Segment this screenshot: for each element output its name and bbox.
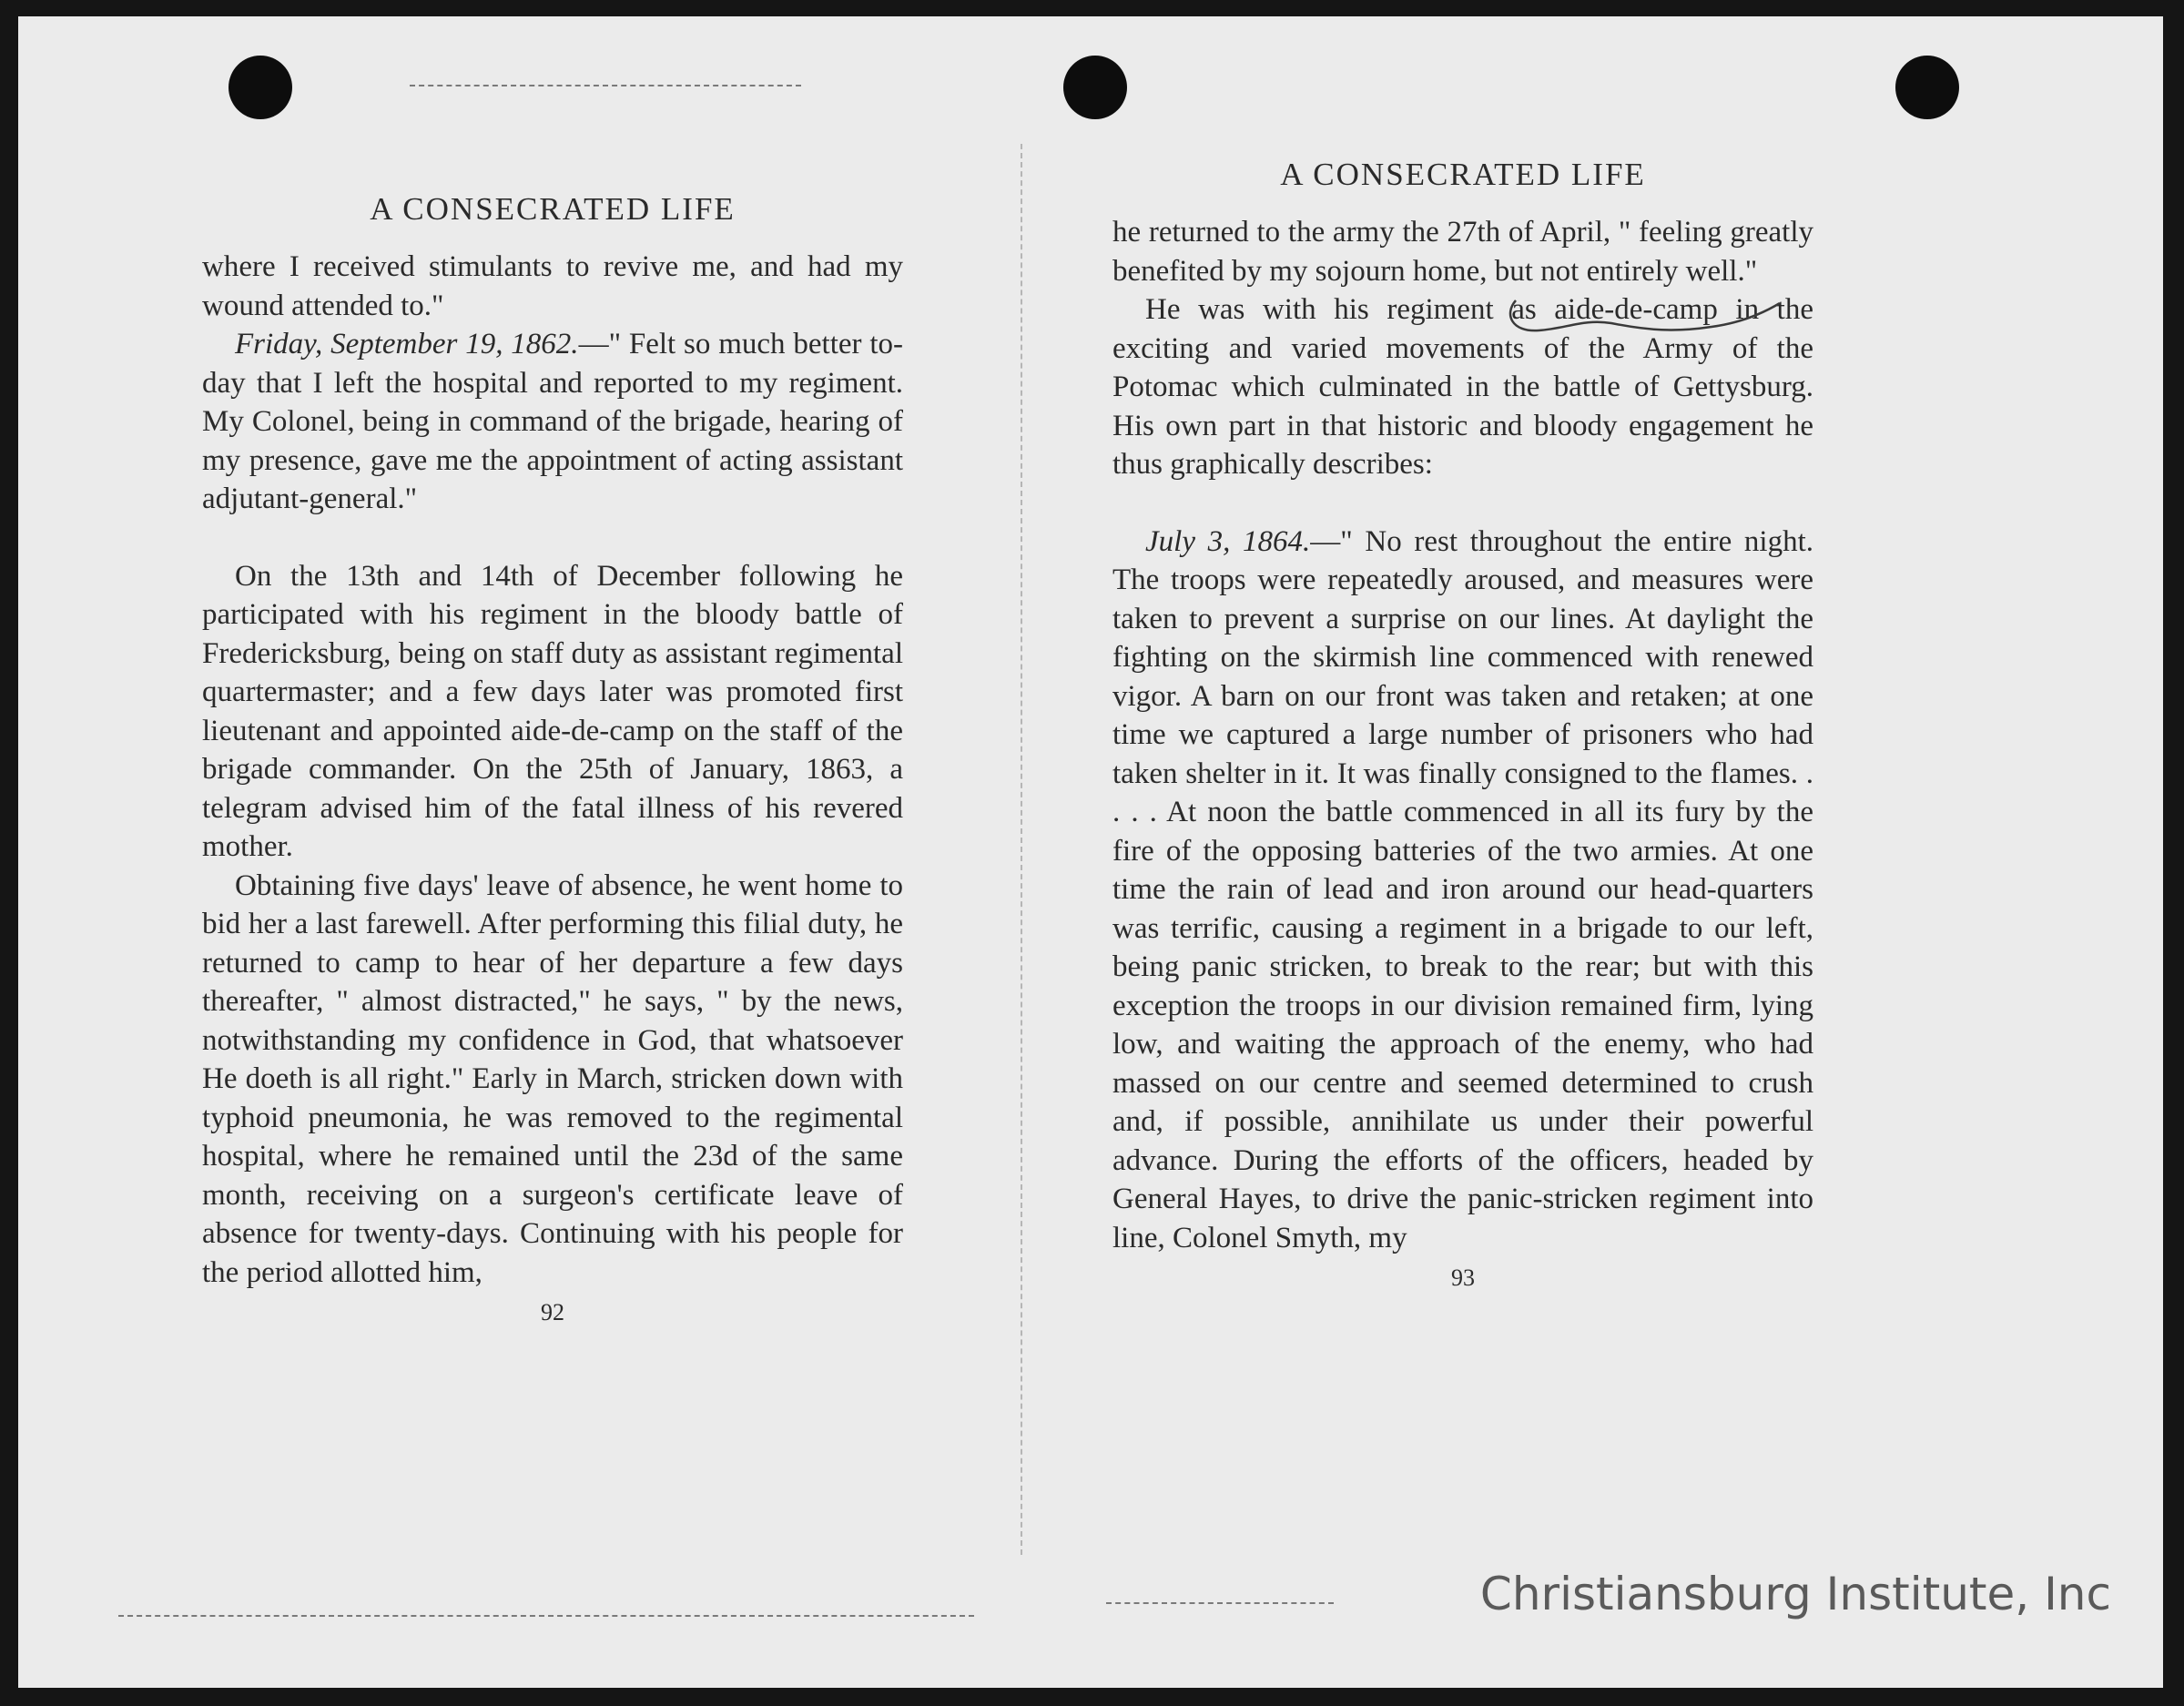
punch-hole-right bbox=[1895, 56, 1959, 119]
handwritten-underline-mark bbox=[1502, 296, 1784, 350]
right-paragraph-1 bbox=[1112, 213, 1813, 290]
entry-date: July 3, 1864. bbox=[1145, 524, 1311, 558]
trim-mark-bottom-left bbox=[118, 1615, 974, 1617]
left-page-number: 92 bbox=[541, 1299, 564, 1325]
paragraph-text: —" No rest throughout the entire night. The troops were repeatedly aroused, and measures were taken to prevent a surprise on our lines. At daylight the fighting on the skirmish line commenced with renewed vigor. A barn on our front was taken and retaken; at one time we captured a large number of prisoners who had taken shelter in it. It was finally consigned to the flames. . . . . At noon the battle commenced in all its fury by the fire of the opposing batteries of the two armies. At one time the rain of lead and iron around our head-quarters was terrific, causing a regiment in a brigade to our left, being panic stricken, to break to the rear; but with this exception the troops in our division remained firm, lying low, and waiting the approach of the enemy, who had massed on our centre and seemed determined to crush and, if possible, annihilate us under their powerful advance. During the efforts of the officers, headed by General Hayes, to drive the panic-stricken regiment into line, Colonel Smyth, my bbox=[1112, 524, 1813, 1254]
left-paragraph-3 bbox=[202, 557, 903, 867]
paragraph-text: where I received stimulants to revive me, and had my wound attended to." bbox=[202, 250, 903, 322]
punch-hole-left bbox=[229, 56, 292, 119]
left-running-head: A CONSECRATED LIFE bbox=[370, 191, 736, 227]
paragraph-text: Obtaining five days' leave of absence, he went home to bid her a last farewell. After performing this filial duty, he returned to camp to hear of her departure a few days thereafter, " almost distracted," he says, " by the news, notwithstanding my confidence in God, that whatsoever He doeth is all right." Early in March, stricken down with typhoid pneumonia, he was removed to the regimental hospital, where he remained until the 23d of the same month, receiving on a surgeon's certificate leave of absence for twenty-days. Continuing with his people for the period allotted him, bbox=[202, 868, 903, 1289]
paragraph-text: He was with his regiment as aide-de-camp in the exciting and varied movements of the Army of the Potomac which culminated in the battle of Gettysburg. His own part in that historic and bloody engagement he thus graphically describes: bbox=[1112, 293, 1813, 481]
right-running-head: A CONSECRATED LIFE bbox=[1280, 157, 1646, 192]
paragraph-text: he returned to the army the 27th of April, " feeling greatly benefited by my sojourn home, but not entirely well." bbox=[1112, 216, 1813, 288]
left-paragraph-2 bbox=[202, 325, 903, 519]
paragraph-text: —" Felt so much better to-day that I left the hospital and reported to my regiment. My Colonel, being in command of the brigade, hearing of my presence, gave me the appointment of acting assistant adjutant-general." bbox=[202, 328, 904, 515]
left-paragraph-4 bbox=[202, 867, 903, 1293]
left-page bbox=[202, 191, 903, 1326]
page-fold-line bbox=[1021, 144, 1022, 1555]
right-paragraph-3 bbox=[1112, 523, 1813, 1258]
left-paragraph-1 bbox=[202, 248, 903, 325]
punch-hole-center bbox=[1063, 56, 1127, 119]
trim-mark-top-left bbox=[410, 85, 801, 86]
watermark-text: Christiansburg Institute, Inc bbox=[1479, 1568, 2111, 1620]
trim-mark-bottom-right bbox=[1106, 1602, 1334, 1604]
right-page-number: 93 bbox=[1451, 1264, 1475, 1291]
paragraph-text: On the 13th and 14th of December following he participated with his regiment in the bloody battle of Fredericksburg, being on staff duty as assistant regimental quartermaster; and a few days later was promoted first lieutenant and appointed aide-de-camp on the staff of the brigade commander. On the 25th of January, 1863, a telegram advised him of the fatal illness of his revered mother. bbox=[202, 559, 903, 863]
entry-date: Friday, September 19, 1862. bbox=[235, 328, 579, 360]
